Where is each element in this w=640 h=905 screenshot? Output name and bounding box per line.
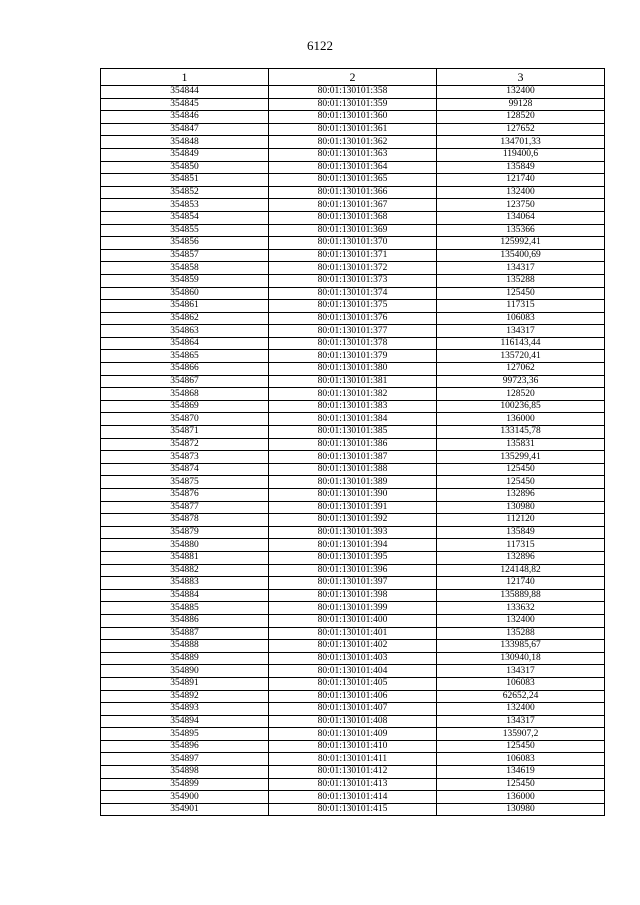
cell-cadastral-number: 80:01:130101:359	[269, 98, 437, 111]
cell-number: 354893	[101, 703, 269, 716]
cell-value: 106083	[437, 753, 605, 766]
cell-value: 135366	[437, 224, 605, 237]
table-row	[101, 501, 605, 514]
cell-cadastral-number: 80:01:130101:374	[269, 287, 437, 300]
table-row	[101, 350, 605, 363]
cell-cadastral-number: 80:01:130101:369	[269, 224, 437, 237]
cell-number: 354856	[101, 237, 269, 250]
cell-cadastral-number: 80:01:130101:391	[269, 501, 437, 514]
cell-value: 99128	[437, 98, 605, 111]
cell-cadastral-number: 80:01:130101:402	[269, 640, 437, 653]
table-row	[101, 602, 605, 615]
table-row	[101, 86, 605, 99]
cell-value: 135288	[437, 274, 605, 287]
cell-value: 133985,67	[437, 640, 605, 653]
cell-cadastral-number: 80:01:130101:387	[269, 451, 437, 464]
table-row	[101, 476, 605, 489]
table-row	[101, 803, 605, 816]
cell-cadastral-number: 80:01:130101:408	[269, 715, 437, 728]
cell-cadastral-number: 80:01:130101:370	[269, 237, 437, 250]
cell-value: 134317	[437, 665, 605, 678]
cell-cadastral-number: 80:01:130101:367	[269, 199, 437, 212]
cell-number: 354889	[101, 652, 269, 665]
cell-value: 128520	[437, 111, 605, 124]
cell-number: 354900	[101, 791, 269, 804]
table-row	[101, 111, 605, 124]
header-row	[101, 69, 605, 86]
table-row	[101, 325, 605, 338]
table-row	[101, 514, 605, 527]
table-body	[101, 86, 605, 816]
cell-number: 354866	[101, 363, 269, 376]
cell-value: 134064	[437, 211, 605, 224]
table-row	[101, 388, 605, 401]
table-row	[101, 690, 605, 703]
cell-cadastral-number: 80:01:130101:384	[269, 413, 437, 426]
cell-value: 130980	[437, 501, 605, 514]
cell-number: 354896	[101, 740, 269, 753]
table-row	[101, 652, 605, 665]
cell-cadastral-number: 80:01:130101:368	[269, 211, 437, 224]
cell-cadastral-number: 80:01:130101:366	[269, 186, 437, 199]
table-row	[101, 463, 605, 476]
cell-value: 106083	[437, 312, 605, 325]
cell-value: 128520	[437, 388, 605, 401]
cell-cadastral-number: 80:01:130101:362	[269, 136, 437, 149]
cell-cadastral-number: 80:01:130101:399	[269, 602, 437, 615]
table-row	[101, 136, 605, 149]
table-row	[101, 274, 605, 287]
cell-cadastral-number: 80:01:130101:392	[269, 514, 437, 527]
cell-number: 354865	[101, 350, 269, 363]
table-row	[101, 766, 605, 779]
cell-value: 117315	[437, 300, 605, 313]
cell-cadastral-number: 80:01:130101:378	[269, 337, 437, 350]
cell-value: 133632	[437, 602, 605, 615]
cell-value: 130980	[437, 803, 605, 816]
cell-cadastral-number: 80:01:130101:388	[269, 463, 437, 476]
cell-cadastral-number: 80:01:130101:413	[269, 778, 437, 791]
cell-number: 354890	[101, 665, 269, 678]
table-row	[101, 123, 605, 136]
table-row	[101, 413, 605, 426]
cell-cadastral-number: 80:01:130101:410	[269, 740, 437, 753]
table-row	[101, 148, 605, 161]
table-row	[101, 451, 605, 464]
cell-value: 112120	[437, 514, 605, 527]
cell-number: 354851	[101, 174, 269, 187]
table-row	[101, 526, 605, 539]
cell-cadastral-number: 80:01:130101:376	[269, 312, 437, 325]
table-row	[101, 728, 605, 741]
cell-cadastral-number: 80:01:130101:414	[269, 791, 437, 804]
cell-cadastral-number: 80:01:130101:406	[269, 690, 437, 703]
cell-value: 127652	[437, 123, 605, 136]
cell-number: 354880	[101, 539, 269, 552]
table-row	[101, 363, 605, 376]
table-row	[101, 614, 605, 627]
table-row	[101, 539, 605, 552]
cell-number: 354878	[101, 514, 269, 527]
column-header-2: 2	[269, 69, 437, 86]
cell-number: 354859	[101, 274, 269, 287]
cell-value: 125450	[437, 740, 605, 753]
cell-value: 100236,85	[437, 400, 605, 413]
cell-value: 135831	[437, 438, 605, 451]
table-row	[101, 287, 605, 300]
table-row	[101, 589, 605, 602]
table-row	[101, 791, 605, 804]
cell-number: 354853	[101, 199, 269, 212]
cell-cadastral-number: 80:01:130101:372	[269, 262, 437, 275]
cell-value: 116143,44	[437, 337, 605, 350]
cell-cadastral-number: 80:01:130101:360	[269, 111, 437, 124]
cell-value: 132896	[437, 489, 605, 502]
cell-cadastral-number: 80:01:130101:409	[269, 728, 437, 741]
cell-cadastral-number: 80:01:130101:373	[269, 274, 437, 287]
table-row	[101, 665, 605, 678]
cell-number: 354868	[101, 388, 269, 401]
table-row	[101, 211, 605, 224]
cell-cadastral-number: 80:01:130101:394	[269, 539, 437, 552]
table-row	[101, 489, 605, 502]
cell-value: 132400	[437, 186, 605, 199]
cell-number: 354844	[101, 86, 269, 99]
cell-number: 354861	[101, 300, 269, 313]
cell-cadastral-number: 80:01:130101:411	[269, 753, 437, 766]
cell-value: 125450	[437, 778, 605, 791]
cell-value: 132400	[437, 614, 605, 627]
cell-value: 133145,78	[437, 426, 605, 439]
table-row	[101, 300, 605, 313]
table-header	[101, 69, 605, 86]
cell-number: 354855	[101, 224, 269, 237]
cell-cadastral-number: 80:01:130101:365	[269, 174, 437, 187]
cell-value: 134701,33	[437, 136, 605, 149]
cell-value: 135849	[437, 526, 605, 539]
cell-cadastral-number: 80:01:130101:398	[269, 589, 437, 602]
cell-value: 132896	[437, 551, 605, 564]
cell-value: 106083	[437, 677, 605, 690]
cell-value: 130940,18	[437, 652, 605, 665]
table-row	[101, 703, 605, 716]
cell-number: 354897	[101, 753, 269, 766]
cell-cadastral-number: 80:01:130101:397	[269, 577, 437, 590]
cell-number: 354863	[101, 325, 269, 338]
cell-value: 124148,82	[437, 564, 605, 577]
cell-cadastral-number: 80:01:130101:364	[269, 161, 437, 174]
cell-value: 135299,41	[437, 451, 605, 464]
cell-value: 135849	[437, 161, 605, 174]
table-row	[101, 249, 605, 262]
cell-number: 354857	[101, 249, 269, 262]
cell-number: 354891	[101, 677, 269, 690]
table-row	[101, 564, 605, 577]
cell-cadastral-number: 80:01:130101:361	[269, 123, 437, 136]
cell-cadastral-number: 80:01:130101:396	[269, 564, 437, 577]
table-row	[101, 740, 605, 753]
cell-value: 136000	[437, 791, 605, 804]
cell-number: 354870	[101, 413, 269, 426]
cell-number: 354884	[101, 589, 269, 602]
cell-value: 135907,2	[437, 728, 605, 741]
cell-number: 354892	[101, 690, 269, 703]
table-row	[101, 174, 605, 187]
table-row	[101, 627, 605, 640]
table-row	[101, 98, 605, 111]
cell-cadastral-number: 80:01:130101:381	[269, 375, 437, 388]
data-table	[100, 68, 605, 816]
cell-value: 135288	[437, 627, 605, 640]
cell-number: 354883	[101, 577, 269, 590]
cell-cadastral-number: 80:01:130101:403	[269, 652, 437, 665]
cell-value: 125450	[437, 287, 605, 300]
cell-cadastral-number: 80:01:130101:393	[269, 526, 437, 539]
cell-number: 354879	[101, 526, 269, 539]
cell-number: 354899	[101, 778, 269, 791]
cell-number: 354871	[101, 426, 269, 439]
cell-cadastral-number: 80:01:130101:371	[269, 249, 437, 262]
table-row	[101, 186, 605, 199]
cell-cadastral-number: 80:01:130101:405	[269, 677, 437, 690]
cell-value: 121740	[437, 174, 605, 187]
cell-value: 125450	[437, 476, 605, 489]
cell-value: 125992,41	[437, 237, 605, 250]
cell-cadastral-number: 80:01:130101:407	[269, 703, 437, 716]
cell-number: 354874	[101, 463, 269, 476]
cell-number: 354887	[101, 627, 269, 640]
cell-value: 125450	[437, 463, 605, 476]
cell-cadastral-number: 80:01:130101:380	[269, 363, 437, 376]
table-row	[101, 199, 605, 212]
cell-number: 354901	[101, 803, 269, 816]
table-row	[101, 551, 605, 564]
cell-value: 134317	[437, 262, 605, 275]
cell-value: 134619	[437, 766, 605, 779]
cell-value: 132400	[437, 703, 605, 716]
cell-number: 354869	[101, 400, 269, 413]
cell-value: 132400	[437, 86, 605, 99]
cell-cadastral-number: 80:01:130101:377	[269, 325, 437, 338]
cell-number: 354848	[101, 136, 269, 149]
cell-number: 354872	[101, 438, 269, 451]
cell-cadastral-number: 80:01:130101:363	[269, 148, 437, 161]
cell-value: 62652,24	[437, 690, 605, 703]
column-header-3: 3	[437, 69, 605, 86]
table-row	[101, 237, 605, 250]
cell-number: 354886	[101, 614, 269, 627]
cell-number: 354854	[101, 211, 269, 224]
table-row	[101, 715, 605, 728]
cell-number: 354898	[101, 766, 269, 779]
cell-cadastral-number: 80:01:130101:379	[269, 350, 437, 363]
page-number: 6122	[307, 38, 333, 53]
cell-cadastral-number: 80:01:130101:390	[269, 489, 437, 502]
cell-number: 354860	[101, 287, 269, 300]
table-row	[101, 262, 605, 275]
cell-number: 354894	[101, 715, 269, 728]
cell-value: 134317	[437, 325, 605, 338]
table-row	[101, 577, 605, 590]
cell-number: 354846	[101, 111, 269, 124]
cell-number: 354847	[101, 123, 269, 136]
cell-number: 354876	[101, 489, 269, 502]
cell-value: 136000	[437, 413, 605, 426]
table-row	[101, 677, 605, 690]
cell-number: 354852	[101, 186, 269, 199]
cell-value: 121740	[437, 577, 605, 590]
table-row	[101, 375, 605, 388]
cell-cadastral-number: 80:01:130101:383	[269, 400, 437, 413]
cell-value: 134317	[437, 715, 605, 728]
cell-value: 117315	[437, 539, 605, 552]
cell-cadastral-number: 80:01:130101:385	[269, 426, 437, 439]
cell-cadastral-number: 80:01:130101:375	[269, 300, 437, 313]
cell-cadastral-number: 80:01:130101:401	[269, 627, 437, 640]
cell-number: 354877	[101, 501, 269, 514]
cell-cadastral-number: 80:01:130101:415	[269, 803, 437, 816]
table-row	[101, 400, 605, 413]
cell-value: 119400,6	[437, 148, 605, 161]
cell-number: 354858	[101, 262, 269, 275]
cell-cadastral-number: 80:01:130101:382	[269, 388, 437, 401]
cell-number: 354875	[101, 476, 269, 489]
cell-value: 127062	[437, 363, 605, 376]
table-row	[101, 438, 605, 451]
cell-cadastral-number: 80:01:130101:386	[269, 438, 437, 451]
cell-number: 354895	[101, 728, 269, 741]
cell-value: 135720,41	[437, 350, 605, 363]
cell-number: 354849	[101, 148, 269, 161]
cell-cadastral-number: 80:01:130101:412	[269, 766, 437, 779]
cell-number: 354845	[101, 98, 269, 111]
cell-number: 354864	[101, 337, 269, 350]
cell-number: 354862	[101, 312, 269, 325]
cell-cadastral-number: 80:01:130101:404	[269, 665, 437, 678]
cell-cadastral-number: 80:01:130101:389	[269, 476, 437, 489]
cell-number: 354888	[101, 640, 269, 653]
cell-value: 99723,36	[437, 375, 605, 388]
table-row	[101, 312, 605, 325]
table-row	[101, 778, 605, 791]
cell-number: 354867	[101, 375, 269, 388]
table-row	[101, 753, 605, 766]
cell-value: 135400,69	[437, 249, 605, 262]
cell-number: 354882	[101, 564, 269, 577]
cell-value: 123750	[437, 199, 605, 212]
cell-cadastral-number: 80:01:130101:358	[269, 86, 437, 99]
cell-number: 354873	[101, 451, 269, 464]
cell-number: 354881	[101, 551, 269, 564]
table-row	[101, 337, 605, 350]
table-row	[101, 161, 605, 174]
table-row	[101, 640, 605, 653]
cell-value: 135889,88	[437, 589, 605, 602]
cell-number: 354885	[101, 602, 269, 615]
table-row	[101, 224, 605, 237]
cell-cadastral-number: 80:01:130101:400	[269, 614, 437, 627]
table-row	[101, 426, 605, 439]
column-header-1: 1	[101, 69, 269, 86]
cell-cadastral-number: 80:01:130101:395	[269, 551, 437, 564]
cell-number: 354850	[101, 161, 269, 174]
